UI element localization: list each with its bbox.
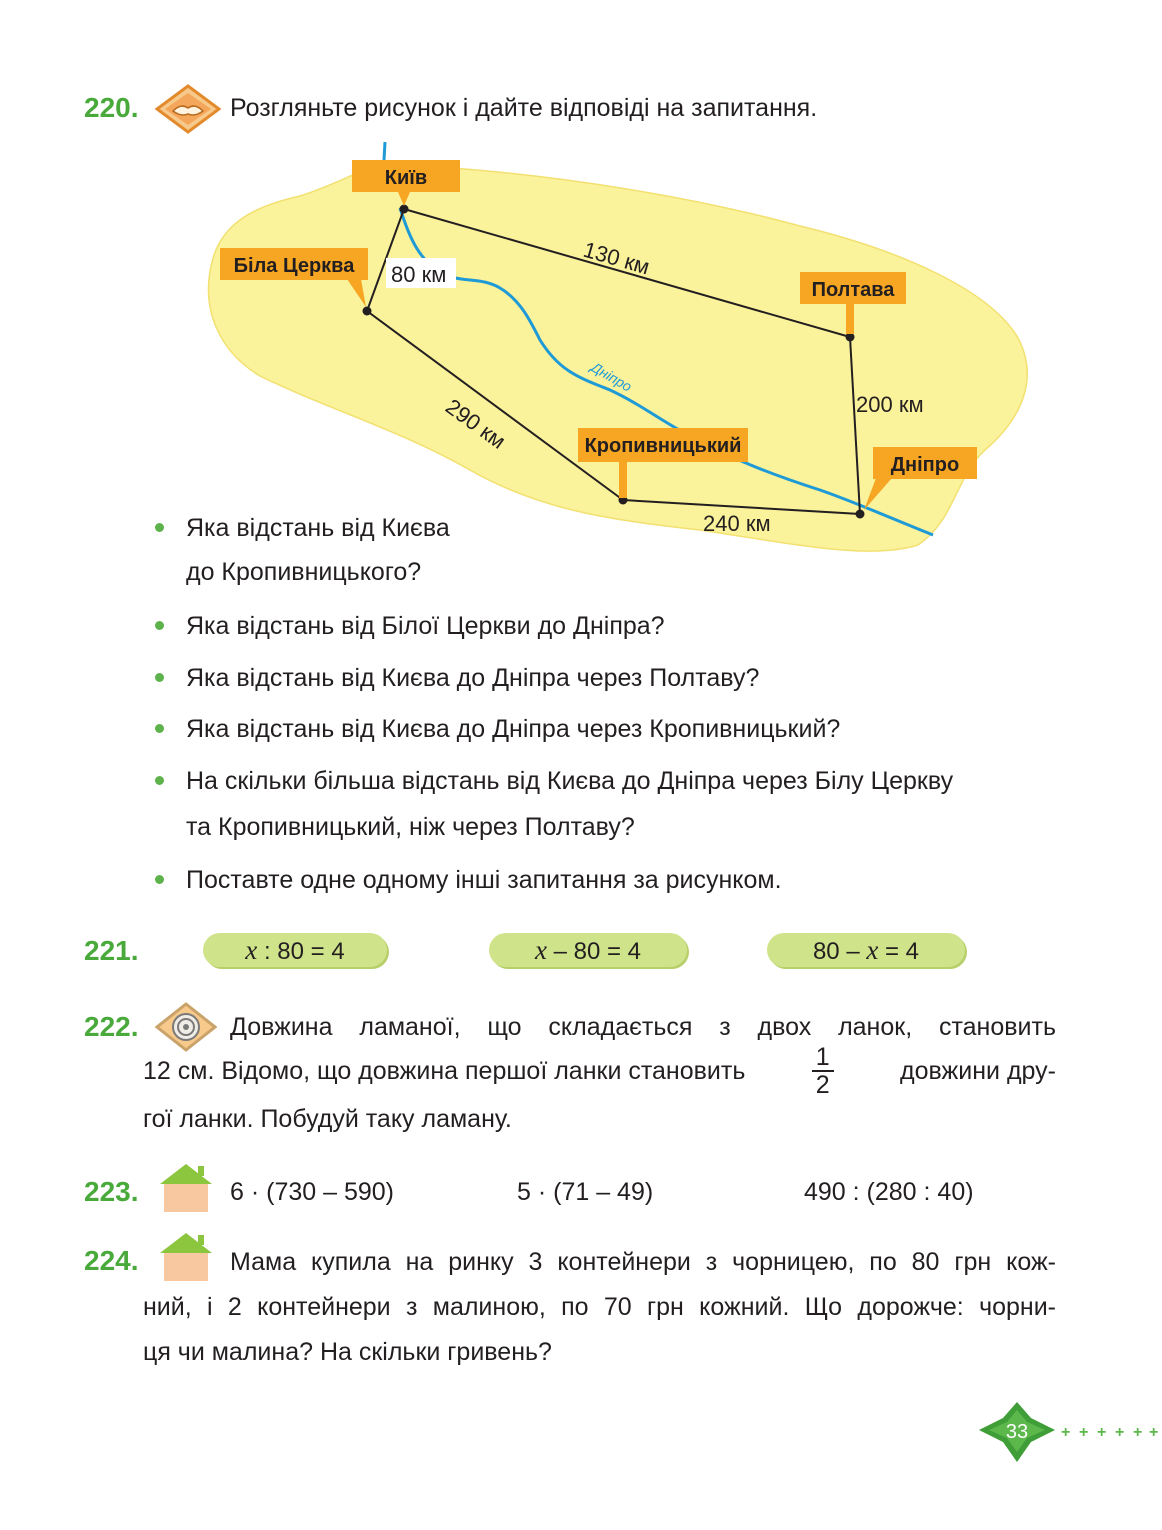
question-3: Яка відстань від Києва до Дніпра через Полтаву? xyxy=(186,664,760,692)
maze-diamond-icon xyxy=(155,1002,217,1052)
point-dnipro xyxy=(856,510,865,519)
map-region xyxy=(209,168,1028,551)
task-224-line-3: ця чи малина? На скільки гривень? xyxy=(143,1338,552,1366)
question-1-line-1: Яка відстань від Києва xyxy=(186,514,450,542)
distance-bila-tserkva-kropyvnytskyi: 290 км xyxy=(441,393,511,454)
house-icon xyxy=(158,1162,214,1214)
distance-kyiv-poltava: 130 км xyxy=(580,236,653,280)
route-map xyxy=(0,0,1162,560)
house-icon xyxy=(158,1231,214,1283)
task-222-line-3: гої ланки. Побудуй таку ламану. xyxy=(143,1105,512,1133)
distance-poltava-dnipro: 200 км xyxy=(856,392,924,417)
question-1-line-2: до Кропивницького? xyxy=(186,558,422,586)
bullet xyxy=(155,875,164,884)
task-222-line-2: 12 см. Відомо, що довжина першої ланки становить $\frac{1}{2}$ довжини дру- xyxy=(143,1043,1056,1099)
task-223-number: 223. xyxy=(84,1176,139,1207)
fraction-one-half: $\frac{1}{2}$ xyxy=(812,1044,834,1098)
task-220-number: 220. xyxy=(84,92,139,123)
label-kyiv: Київ xyxy=(384,167,428,189)
equation-3: 80 – x = 4 xyxy=(767,933,965,967)
question-5-line-2: та Кропивницький, ніж через Полтаву? xyxy=(186,813,635,841)
distance-kropyvnytskyi-dnipro: 240 км xyxy=(703,511,771,536)
question-4: Яка відстань від Києва до Дніпра через Кропивницький? xyxy=(186,715,841,743)
svg-text:+: + xyxy=(1133,1424,1143,1441)
bullet xyxy=(155,621,164,630)
bullet xyxy=(155,724,164,733)
bullet xyxy=(155,673,164,682)
task-224-line-1: Мама купила на ринку 3 контейнери з чорницею, по 80 грн кож- xyxy=(230,1248,1056,1276)
svg-text:+: + xyxy=(1115,1424,1125,1441)
task-221-number: 221. xyxy=(84,935,139,966)
point-bila-tserkva xyxy=(363,307,372,316)
label-dnipro: Дніпро xyxy=(890,454,960,476)
task-222-number: 222. xyxy=(84,1011,139,1042)
task-220-instruction: Розгляньте рисунок і дайте відповіді на запитання. xyxy=(230,94,818,122)
svg-text:+: + xyxy=(1097,1424,1107,1441)
task-224-line-2: ний, і 2 контейнери з малиною, по 70 грн кожний. Що дорожче: чорни- xyxy=(143,1293,1056,1321)
question-6: Поставте одне одному інші запитання за рисунком. xyxy=(186,866,782,894)
equation-1: x : 80 = 4 xyxy=(203,933,387,967)
label-bila-tserkva: Біла Церква xyxy=(233,255,355,277)
page-number-ornament xyxy=(975,1400,1162,1470)
label-kropyvnytskyi: Кропивницький xyxy=(584,435,742,457)
expression-2: 5 · (71 – 49) xyxy=(517,1178,654,1206)
question-5-line-1: На скільки більша відстань від Києва до Дніпра через Білу Церкву xyxy=(186,767,954,795)
question-2: Яка відстань від Білої Церкви до Дніпра? xyxy=(186,612,665,640)
label-river: Дніпро xyxy=(588,358,635,395)
task-222-line-1: Довжина ламаної, що складається з двох ланок, становить xyxy=(230,1013,1056,1041)
bullet xyxy=(155,523,164,532)
page-number: 33 xyxy=(1005,1421,1029,1443)
svg-text:+: + xyxy=(1149,1424,1159,1441)
expression-3: 490 : (280 : 40) xyxy=(804,1178,974,1206)
expression-1: 6 · (730 – 590) xyxy=(230,1178,394,1206)
distance-kyiv-bila-tserkva: 80 км xyxy=(391,262,447,287)
equation-2: x – 80 = 4 xyxy=(489,933,687,967)
label-poltava: Полтава xyxy=(811,279,895,301)
task-224-number: 224. xyxy=(84,1245,139,1276)
bullet xyxy=(155,776,164,785)
svg-text:+: + xyxy=(1061,1424,1071,1441)
svg-text:+: + xyxy=(1079,1424,1089,1441)
